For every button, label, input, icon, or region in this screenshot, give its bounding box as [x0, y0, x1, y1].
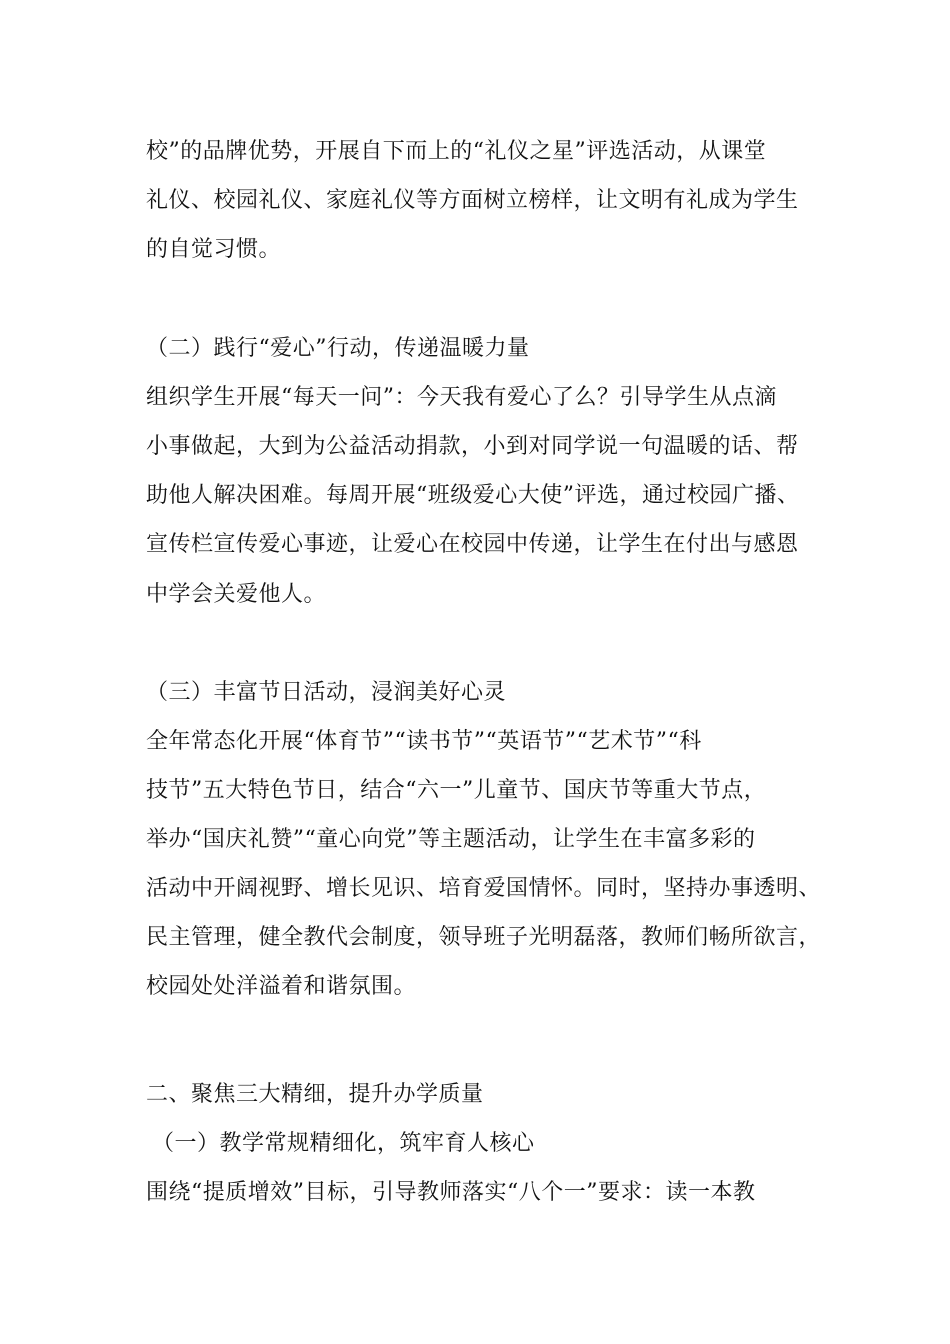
section-2-line-1: 组织学生开展“每天一问”：今天我有爱心了么？引导学生从点滴: [146, 385, 777, 410]
section-2-heading: （二）践行“爱心”行动，传递温暖力量: [146, 336, 530, 361]
section-2-line-2: 小事做起，大到为公益活动捐款，小到对同学说一句温暖的话、帮: [146, 434, 799, 459]
section-3-heading: （三）丰富节日活动，浸润美好心灵: [146, 680, 507, 705]
intro-line-1: 校”的品牌优势，开展自下而上的“礼仪之星”评选活动，从课堂: [146, 139, 767, 164]
section-2-line-5: 中学会关爱他人。: [146, 582, 327, 607]
section-3-line-4: 活动中开阔视野、增长见识、培育爱国情怀。同时，坚持办事透明、: [146, 876, 822, 901]
part-2-heading: 二、聚焦三大精细，提升办学质量: [146, 1082, 484, 1107]
section-3-line-5: 民主管理，健全教代会制度，领导班子光明磊落，教师们畅所欲言，: [146, 925, 822, 950]
intro-line-3: 的自觉习惯。: [146, 237, 282, 262]
section-3-line-2: 技节”五大特色节日，结合“六一”儿童节、国庆节等重大节点，: [146, 778, 767, 803]
part-2-sub-heading: （一）教学常规精细化，筑牢育人核心: [152, 1131, 535, 1156]
intro-line-2: 礼仪、校园礼仪、家庭礼仪等方面树立榜样，让文明有礼成为学生: [146, 188, 799, 213]
section-3-line-1: 全年常态化开展“体育节”“读书节”“英语节”“艺术节”“科: [146, 729, 702, 754]
section-2-line-3: 助他人解决困难。每周开展“班级爱心大使”评选，通过校园广播、: [146, 483, 800, 508]
section-3-line-6: 校园处处洋溢着和谐氛围。: [146, 974, 417, 999]
section-2-line-4: 宣传栏宣传爱心事迹，让爱心在校园中传递，让学生在付出与感恩: [146, 532, 799, 557]
section-3-line-3: 举办“国庆礼赞”“童心向党”等主题活动，让学生在丰富多彩的: [146, 827, 756, 852]
part-2-line-1: 围绕“提质增效”目标，引导教师落实“八个一”要求：读一本教: [146, 1180, 756, 1205]
